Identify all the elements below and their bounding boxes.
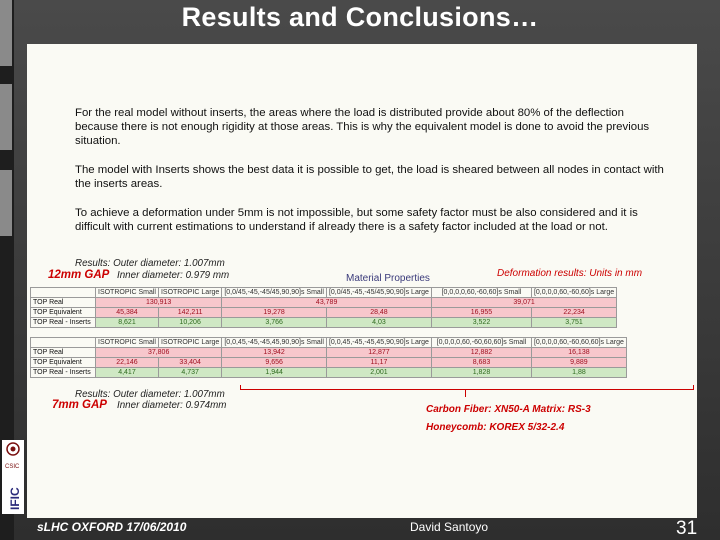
results-table-7mm	[30, 337, 627, 378]
table-cell: 1,828	[431, 368, 531, 378]
table-cell: 45,384	[96, 308, 159, 318]
table-cell	[31, 338, 96, 348]
gap7-label: 7mm GAP	[52, 399, 107, 411]
table-cell	[31, 288, 96, 298]
tables-bracket	[240, 385, 694, 390]
table-cell: 16,955	[431, 308, 531, 318]
paragraph-2: The model with Inserts shows the best data it is possible to get, the load is sheared between all nodes in contact with the inserts areas.	[75, 164, 664, 190]
page-number: 31	[676, 518, 698, 539]
table-header-cell: ISOTROPIC Large	[158, 338, 221, 348]
table-row	[31, 298, 617, 308]
deformation-results-header: Deformation results: Units in mm	[497, 268, 643, 279]
table-cell: 37,806	[96, 348, 222, 358]
table-cell: 130,913	[96, 298, 222, 308]
table-cell: 12,877	[326, 348, 431, 358]
left-decor-block	[0, 84, 12, 150]
table-header-cell: [0,0,45,-45,-45,45,90,90]s Small	[222, 338, 327, 348]
footer-author: David Santoyo	[410, 520, 489, 534]
table-cell: 10,206	[158, 318, 221, 328]
table-header-cell: [0,0/45,-45,-45/45,90,90]s Large	[326, 288, 431, 298]
bracket-pointer	[465, 389, 466, 397]
gap12-label: 12mm GAP	[48, 269, 110, 281]
table-cell: 4,737	[158, 368, 221, 378]
table-cell: 12,882	[431, 348, 531, 358]
table-cell: 8,621	[96, 318, 159, 328]
slide-title: Results and Conclusions…	[181, 2, 539, 32]
table-cell: 39,071	[431, 298, 616, 308]
table-cell: 1,944	[222, 368, 327, 378]
table-header-cell: [0,0,45,-45,-45,45,90,90]s Large	[326, 338, 431, 348]
table-cell: 9,656	[222, 358, 327, 368]
row-label: TOP Real	[31, 298, 96, 308]
table-cell: 3,751	[531, 318, 616, 328]
gap7-inner-diameter: Inner diameter: 0.974mm	[117, 400, 227, 411]
ific-logo	[2, 440, 24, 514]
row-label: TOP Equivalent	[31, 358, 96, 368]
gap12-inner-diameter: Inner diameter: 0.979 mm	[117, 270, 230, 281]
table-cell: 1,88	[531, 368, 626, 378]
gap7-outer-diameter: Results: Outer diameter: 1.007mm	[75, 389, 225, 400]
row-label: TOP Equivalent	[31, 308, 96, 318]
table-cell: 13,942	[222, 348, 327, 358]
table-header-cell: [0,0,0,0,60,-60,60,60]s Small	[431, 338, 531, 348]
row-label: TOP Real - Inserts	[31, 318, 96, 328]
table-cell: 3,522	[431, 318, 531, 328]
table-header-cell: ISOTROPIC Small	[96, 338, 159, 348]
table-cell: 8,683	[431, 358, 531, 368]
footer-event: sLHC OXFORD 17/06/2010	[37, 520, 187, 534]
table-header-cell: [0,0,0,0,60,-60,60]s Small	[431, 288, 531, 298]
carbon-fiber-spec: Carbon Fiber: XN50-A Matrix: RS-3	[426, 404, 591, 415]
table-header-cell: [0,0,0,0,60,-60,60]s Large	[531, 288, 616, 298]
table-cell: 142,211	[158, 308, 221, 318]
table-cell: 9,889	[531, 358, 626, 368]
table-cell: 28,48	[326, 308, 431, 318]
row-label: TOP Real - Inserts	[31, 368, 96, 378]
table-cell: 4,417	[96, 368, 159, 378]
table-cell: 4,03	[326, 318, 431, 328]
table-row	[31, 318, 617, 328]
paragraph-1: For the real model without inserts, the areas where the load is distributed provide about 80% of the deflection because there is not enough rigidity at those areas. This is why the equivalent model is done to avoid the previous situation.	[75, 107, 650, 147]
table-cell: 11,17	[326, 358, 431, 368]
results-table-12mm	[30, 287, 617, 328]
table-cell: 3,766	[222, 318, 327, 328]
table-row	[31, 308, 617, 318]
table-row	[31, 368, 627, 378]
table-cell: 2,001	[326, 368, 431, 378]
honeycomb-spec: Honeycomb: KOREX 5/32-2.4	[426, 422, 565, 433]
row-label: TOP Real	[31, 348, 96, 358]
material-properties-header: Material Properties	[346, 273, 430, 284]
table-header-cell: ISOTROPIC Small	[96, 288, 159, 298]
table-cell: 43,789	[222, 298, 432, 308]
table-header-cell: [0,0/45,-45,-45/45,90,90]s Small	[222, 288, 327, 298]
table-row	[31, 358, 627, 368]
table-header-cell: ISOTROPIC Large	[158, 288, 221, 298]
gap12-outer-diameter: Results: Outer diameter: 1.007mm	[75, 258, 225, 269]
table-cell: 16,138	[531, 348, 626, 358]
table-cell: 19,278	[222, 308, 327, 318]
table-cell: 22,146	[96, 358, 159, 368]
paragraph-3: To achieve a deformation under 5mm is not impossible, but some safety factor must be also considered and it is difficult with current estimations to understand if already there is a safety factor included at the load or not.	[75, 207, 638, 233]
table-cell: 33,404	[158, 358, 221, 368]
svg-text:IFIC: IFIC	[8, 487, 22, 510]
table-header-cell: [0,0,0,0,60,-60,60,60]s Large	[531, 338, 626, 348]
table-cell: 22,234	[531, 308, 616, 318]
svg-text:CSIC: CSIC	[5, 464, 20, 470]
left-decor-block	[0, 170, 12, 236]
table-row	[31, 348, 627, 358]
